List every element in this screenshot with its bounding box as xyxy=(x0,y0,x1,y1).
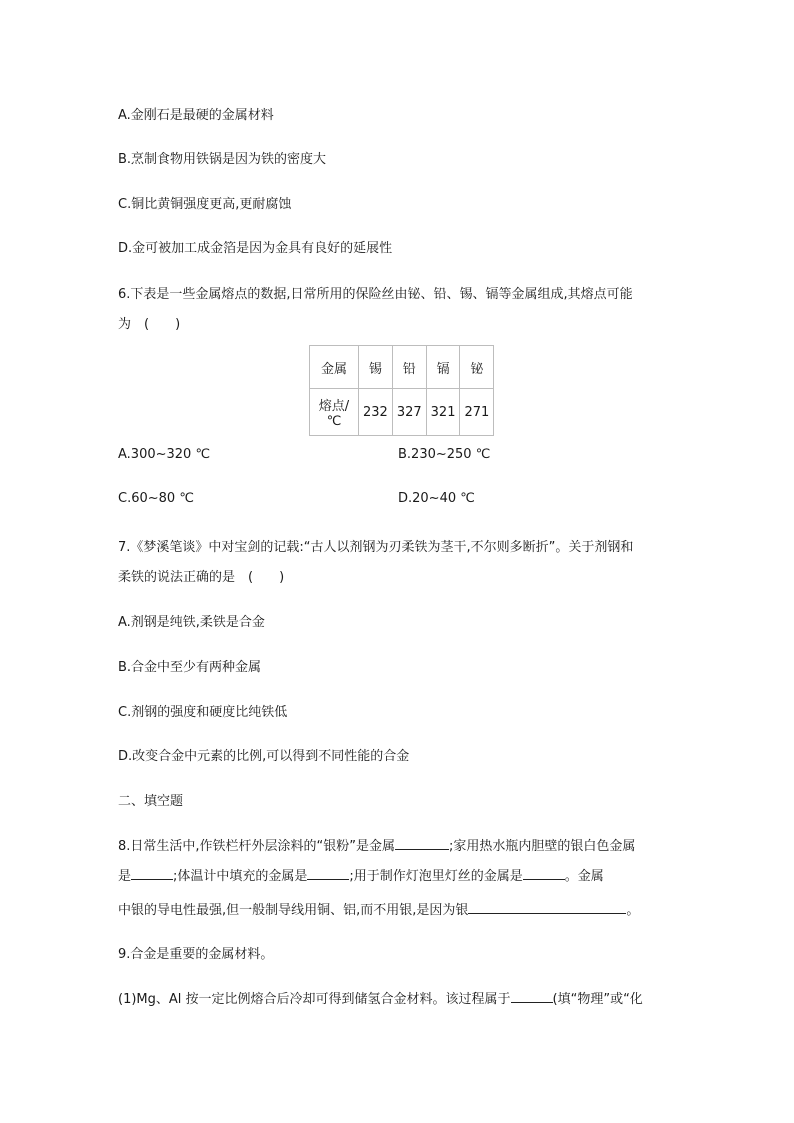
answer-blank[interactable] xyxy=(523,867,565,880)
melting-point-table xyxy=(309,345,494,436)
answer-blank[interactable] xyxy=(131,867,173,880)
q9-text: (填“物理”或“化 xyxy=(552,992,643,1007)
table-cell: 321 xyxy=(426,389,460,436)
answer-blank[interactable] xyxy=(307,867,349,880)
q8-text: 中银的导电性最强,但一般制导线用铜、铝,而不用银,是因为银 xyxy=(118,903,469,918)
q8-text: 。 xyxy=(626,903,640,918)
table-header-cell: 锡 xyxy=(359,346,393,389)
q8-line3 xyxy=(118,899,639,918)
q9-text: (1)Mg、Al 按一定比例熔合后冷却可得到储氢合金材料。该过程属于 xyxy=(118,992,511,1007)
q9-part1 xyxy=(118,988,643,1007)
q6-option-b: B.230~250 ℃ xyxy=(398,447,491,462)
q7-option-d: D.改变合金中元素的比例,可以得到不同性能的合金 xyxy=(118,749,410,764)
q6-option-a: A.300~320 ℃ xyxy=(118,447,211,462)
q7-stem-line2: 柔铁的说法正确的是 ( ) xyxy=(118,570,285,585)
table-header-cell: 金属 xyxy=(310,346,359,389)
q7-option-a: A.剂钢是纯铁,柔铁是合金 xyxy=(118,615,265,630)
q8-line2 xyxy=(118,865,604,884)
answer-blank[interactable] xyxy=(511,990,553,1003)
q8-line1 xyxy=(118,835,635,854)
table-cell: 327 xyxy=(392,389,426,436)
q8-text: 是 xyxy=(118,869,132,884)
q5-option-a: A.金刚石是最硬的金属材料 xyxy=(118,108,274,123)
table-data-row xyxy=(310,389,494,436)
q8-text: ;用于制作灯泡里灯丝的金属是 xyxy=(349,869,523,884)
q9-stem: 9.合金是重要的金属材料。 xyxy=(118,947,274,962)
table-header-cell: 镉 xyxy=(426,346,460,389)
answer-blank[interactable] xyxy=(468,901,626,914)
q8-text: ;体温计中填充的金属是 xyxy=(173,869,308,884)
answer-blank[interactable] xyxy=(395,837,449,850)
q7-stem-line1: 7.《梦溪笔谈》中对宝剑的记载:“古人以剂钢为刃柔铁为茎干,不尔则多断折”。关于剂钢和 xyxy=(118,540,634,555)
table-cell: 232 xyxy=(359,389,393,436)
q8-text: 。金属 xyxy=(564,869,604,884)
q7-option-c: C.剂钢的强度和硬度比纯铁低 xyxy=(118,705,288,720)
table-cell: 271 xyxy=(460,389,494,436)
table-header-cell: 铋 xyxy=(460,346,494,389)
q6-option-d: D.20~40 ℃ xyxy=(398,491,475,506)
table-cell: 熔点/℃ xyxy=(310,389,359,436)
q5-option-b: B.烹制食物用铁锅是因为铁的密度大 xyxy=(118,152,327,167)
section-heading: 二、填空题 xyxy=(118,794,184,809)
q6-stem-line2: 为 ( ) xyxy=(118,317,181,332)
q5-option-c: C.铜比黄铜强度更高,更耐腐蚀 xyxy=(118,197,292,212)
q8-text: ;家用热水瓶内胆壁的银白色金属 xyxy=(449,839,636,854)
q7-option-b: B.合金中至少有两种金属 xyxy=(118,660,262,675)
table-header-cell: 铅 xyxy=(392,346,426,389)
q8-text: 8.日常生活中,作铁栏杆外层涂料的“银粉”是金属 xyxy=(118,839,396,854)
q5-option-d: D.金可被加工成金箔是因为金具有良好的延展性 xyxy=(118,241,393,256)
table-header-row xyxy=(310,346,494,389)
q6-option-c: C.60~80 ℃ xyxy=(118,491,194,506)
q6-stem-line1: 6.下表是一些金属熔点的数据,日常所用的保险丝由铋、铅、锡、镉等金属组成,其熔点可能 xyxy=(118,287,633,302)
